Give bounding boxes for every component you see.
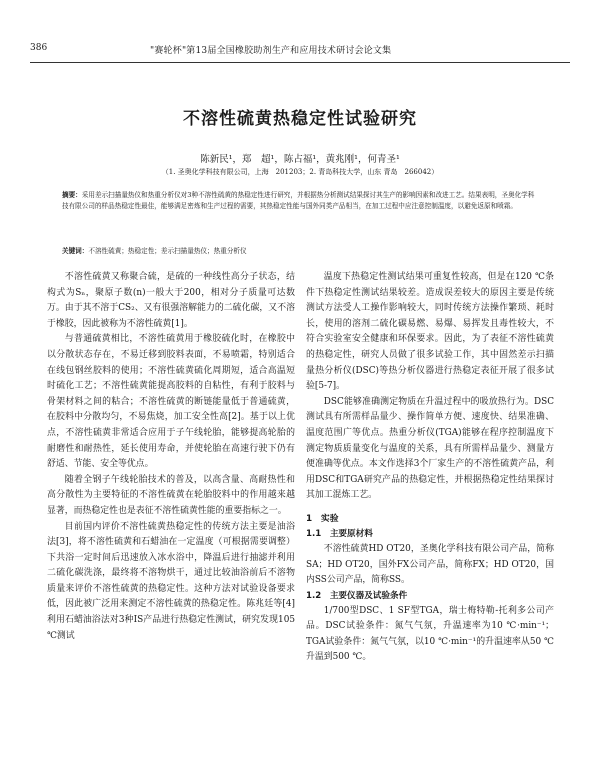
paragraph: 目前国内评价不溶性硫黄热稳定性的传统方法主要是油浴法[3]，将不溶性硫黄和石蜡油在一定温度（可根据需要调整）下共浴一定时间后迅速放入冰水浴中，降温后进行抽滤并利用二硫化碳洗涤，最终将不溶物烘干，通过比较油浴前后不溶物质量来评价不溶性硫黄的热稳定性。这种方法对试验设备要求低，因此被广泛用来测定不溶性硫黄的热稳定性。陈兆廷等[4]利用石蜡油浴法对3种IS产品进行热稳定性测试，研究发现105 ℃测试: [47, 521, 295, 641]
paragraph: 1/700型DSC、1 SF型TGA，瑞士梅特勒-托利多公司产品。DSC试验条件：氮气气氛，升温速率为10 ℃·min⁻¹；TGA试验条件：氮气气氛，以10 ℃·min⁻¹的升温速率从50 ℃升温到500 ℃。: [306, 605, 554, 663]
subsection-heading-materials: 1.1 主要原材料: [306, 528, 373, 539]
paragraph: DSC能够准确测定物质在升温过程中的吸放热行为。DSC测试具有所需样品量少、操作简单方便、速度快、结果准确、温度范围广等优点。热重分析仪(TGA)能够在程序控制温度下测定物质质量变化与温度的关系，具有所需样品量少、测量方便准确等优点。本文作选择3个厂家生产的不溶性硫黄产品，利用DSC和TGA研究产品的热稳定性，并根据热稳定性结果探讨其加工混炼工艺。: [306, 396, 554, 501]
left-column: [47, 270, 295, 644]
page-number: 386: [30, 43, 48, 53]
abstract-label: 摘要：: [62, 191, 82, 199]
subsection-heading-instruments: 1.2 主要仪器及试验条件: [306, 590, 408, 601]
right-column: [306, 270, 554, 666]
paper-title: 不溶性硫黄热稳定性试验研究: [183, 109, 417, 129]
affiliation: （1. 圣奥化学科技有限公司，上海 201203；2. 青岛科技大学，山东 青岛 266042）: [161, 168, 439, 176]
header-rule: [30, 62, 570, 63]
keywords-text: 不溶性硫黄；热稳定性；差示扫描量热仪；热重分析仪: [88, 247, 247, 255]
paragraph: 温度下热稳定性测试结果可重复性较高，但是在120 ℃条件下热稳定性测试结果较差。造成误差较大的原因主要是传统测试方法受人工操作影响较大，同时传统方法操作繁琐、耗时长，使用的溶剂二硫化碳易燃、易爆、易挥发且毒性较大，不符合实验室安全健康和环保要求。因此，为了表征不溶性硫黄的热稳定性，研究人员做了很多试验工作，其中固然差示扫描量热分析仪(DSC)等热分析仪器进行热稳定表征开展了很多试验[5-7]。: [306, 272, 554, 392]
abstract-text: 采用差示扫描量热仪和热重分析仪对3种不溶性硫黄的热稳定性进行研究，并根据热分析测试结果探讨其生产的影响因素和改进工艺。结果表明，圣奥化学科技有限公司的样品热稳定性最佳，能够满足密炼和生产过程的需要，其热稳定性能与国外同类产品相当，在加工过程中应注意控制温度，以避免返原和喷霜。: [62, 191, 535, 210]
section-heading-experiment: 1 实验: [306, 513, 339, 524]
abstract: [62, 190, 540, 211]
running-title: "赛轮杯"第13届全国橡胶助剂生产和应用技术研讨会论文集: [150, 46, 392, 56]
keywords: [62, 245, 540, 255]
keywords-label: 关键词：: [62, 247, 89, 255]
paragraph: 随着全钢子午线轮胎技术的普及，以高含量、高耐热性和高分散性为主要特征的不溶性硫黄在轮胎胶料中的作用越来越显著，而热稳定性也是表征不溶性硫黄性能的重要指标之一。: [47, 474, 295, 516]
author-list: 陈新民¹，郑 超¹，陈占福¹，黄兆刚¹，何青圣¹: [200, 154, 400, 165]
paragraph: 不溶性硫黄HD OT20，圣奥化学科技有限公司产品，简称SA；HD OT20，国外FX公司产品，简称FX；HD OT20，国内SS公司产品，简称SS。: [306, 543, 554, 586]
paragraph: 不溶性硫黄又称聚合硫，是硫的一种线性高分子状态，结构式为Sₙ，聚原子数(n)一般大于200，相对分子质量可达数万。由于其不溶于CS₂、又有很强溶解能力的二硫化碳，又不溶于橡胶，因此被称为不溶性硫黄[1]。: [47, 272, 295, 329]
paragraph: 与普通硫黄相比，不溶性硫黄用于橡胶硫化时，在橡胶中以分散状态存在，不易迁移到胶料表面，不易喷霜，特别适合在线包钢丝胶料的使用；不溶性硫黄硫化周期短，适合高温短时硫化工艺；不溶性硫黄能提高胶料的自粘性，有利于胶料与骨架材料之间的粘合；不溶性硫黄的断链能量低于普通硫黄，在胶料中分散均匀，不易焦烧，加工安全性高[2]。基于以上优点，不溶性硫黄非常适合应用于子午线轮胎，能够提高轮胎的耐磨性和耐热性，延长使用寿命，并使轮胎在高速行驶下仍有舒适、节能、安全等优点。: [47, 334, 295, 470]
